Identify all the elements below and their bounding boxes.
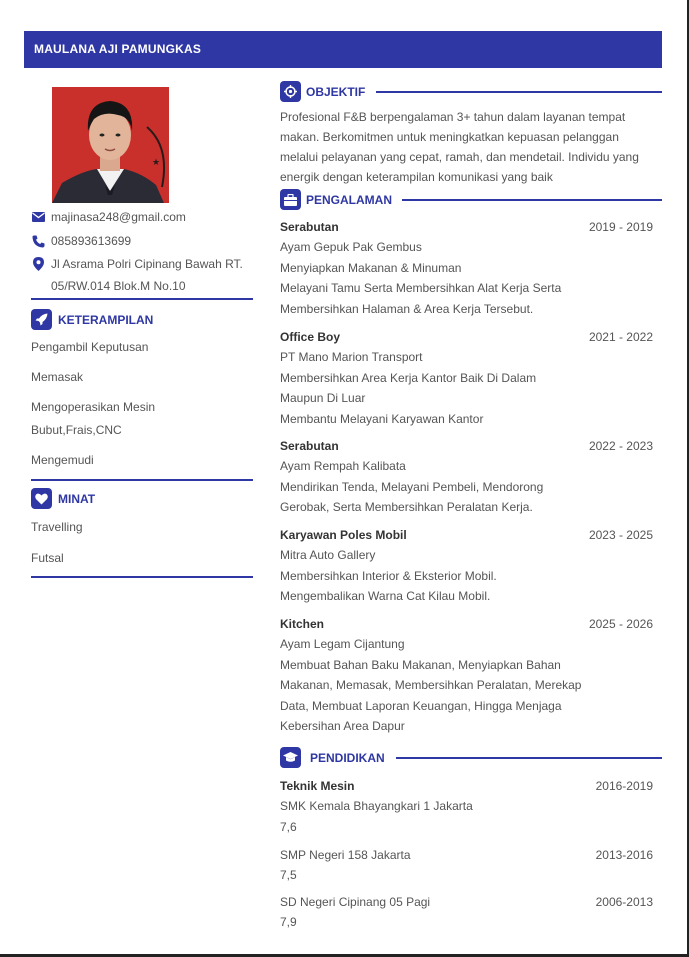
job-line: Gerobak, Serta Membersihkan Peralatan Kerja. [280,500,533,514]
job-line: Membersihkan Interior & Eksterior Mobil. [280,569,497,583]
divider [31,576,253,578]
skills-title: KETERAMPILAN [58,313,154,327]
education-section-header [280,747,662,769]
education-school [280,848,655,864]
job-dates: 2019 - 2019 [588,220,653,234]
graduation-cap-icon [280,747,301,768]
interests-section-header [31,488,253,510]
job-line: Makanan, Memasak, Membersihkan Peralatan, Merekap [280,678,582,692]
job-line: Menyiapkan Makanan & Minuman [280,261,462,275]
address-line-1: Jl Asrama Polri Cipinang Bawah RT. [51,257,243,271]
school-name: SMP Negeri 158 Jakarta [280,848,411,862]
experience-entry [280,220,655,320]
job-line: Data, Membuat Laporan Keuangan, Hingga Menjaga [280,699,562,713]
education-score [280,915,655,931]
job-employer: PT Mano Marion Transport [280,350,423,364]
name-header-bar [24,31,662,68]
education-dates: 2016-2019 [595,779,653,793]
job-line: Membersihkan Area Kerja Kantor Baik Di Dalam [280,371,537,385]
education-dates: 2006-2013 [595,895,653,909]
school-name: SD Negeri Cipinang 05 Pagi [280,895,431,909]
skill-item: Mengoperasikan Mesin [31,400,156,414]
job-line: Membantu Melayani Karyawan Kantor [280,412,484,426]
objective-section-header [280,81,662,103]
interest-item: Travelling [31,520,83,534]
section-rule [376,91,662,93]
experience-entry [280,330,655,430]
score-value: 7,9 [280,915,297,929]
map-pin-icon [31,257,45,271]
job-dates: 2022 - 2023 [588,439,653,453]
phone-icon [31,234,45,248]
job-title: Karyawan Poles Mobil [280,528,407,542]
divider [31,479,253,481]
education-school [280,799,655,815]
profile-photo [52,87,169,203]
score-value: 7,6 [280,820,297,834]
contact-phone [31,234,261,250]
job-employer: Ayam Legam Cijantung [280,637,405,651]
job-dates: 2025 - 2026 [588,617,653,631]
section-rule [396,757,662,759]
briefcase-icon [280,189,301,210]
experience-title: PENGALAMAN [306,193,392,207]
education-program: Teknik Mesin [280,779,355,793]
education-score [280,820,655,836]
address-line-2: 05/RW.014 Blok.M No.10 [51,279,186,293]
email-text: majinasa248@gmail.com [51,210,186,224]
skill-item: Pengambil Keputusan [31,340,149,354]
job-employer: Ayam Rempah Kalibata [280,459,406,473]
divider [31,298,253,300]
experience-section-header [280,189,662,211]
job-title: Serabutan [280,220,339,234]
education-school [280,895,655,911]
job-employer: Mitra Auto Gallery [280,548,376,562]
experience-entry [280,528,655,608]
job-employer: Ayam Gepuk Pak Gembus [280,240,422,254]
objective-text: Profesional F&B berpengalaman 3+ tahun dalam layanan tempat makan. Berkomitmen untuk meningkatkan kepuasan pelanggan melalui pelayanan yang cepat, ramah, dan mendetail. Individu yang energik dengan keterampilan komunikasi yang baik [280,110,639,184]
skill-item: Bubut,Frais,CNC [31,423,122,437]
svg-text:★: ★ [152,158,161,168]
section-rule [402,199,662,201]
experience-entry [280,617,655,737]
interests-title: MINAT [58,492,96,506]
job-line: Membuat Bahan Baku Makanan, Menyiapkan Bahan [280,658,561,672]
education-title: PENDIDIKAN [310,751,385,765]
job-line: Membersihkan Halaman & Area Kerja Tersebut. [280,302,534,316]
job-line: Mengembalikan Warna Cat Kilau Mobil. [280,589,491,603]
education-dates: 2013-2016 [595,848,653,862]
job-title: Serabutan [280,439,339,453]
job-title: Office Boy [280,330,341,344]
envelope-icon [31,210,45,224]
education-score [280,868,655,884]
contact-email [31,210,261,226]
job-dates: 2021 - 2022 [588,330,653,344]
school-name: SMK Kemala Bhayangkari 1 Jakarta [280,799,473,813]
education-entry-header [280,779,655,795]
skill-item: Memasak [31,370,84,384]
contact-address [31,257,261,297]
job-line: Maupun Di Luar [280,391,366,405]
interest-item: Futsal [31,551,64,565]
job-title: Kitchen [280,617,325,631]
score-value: 7,5 [280,868,297,882]
skill-item: Mengemudi [31,453,94,467]
crosshair-icon [280,81,301,102]
skills-section-header [31,309,253,331]
objective-title: OBJEKTIF [306,85,366,99]
experience-entry [280,439,655,519]
job-dates: 2023 - 2025 [588,528,653,542]
full-name: MAULANA AJI PAMUNGKAS [34,42,202,56]
job-line: Kebersihan Area Dapur [280,719,405,733]
rocket-icon [31,309,52,330]
phone-text: 085893613699 [51,234,132,248]
job-line: Mendirikan Tenda, Melayani Pembeli, Mendorong [280,480,544,494]
heart-icon [31,488,52,509]
job-line: Melayani Tamu Serta Membersihkan Alat Kerja Serta [280,281,562,295]
